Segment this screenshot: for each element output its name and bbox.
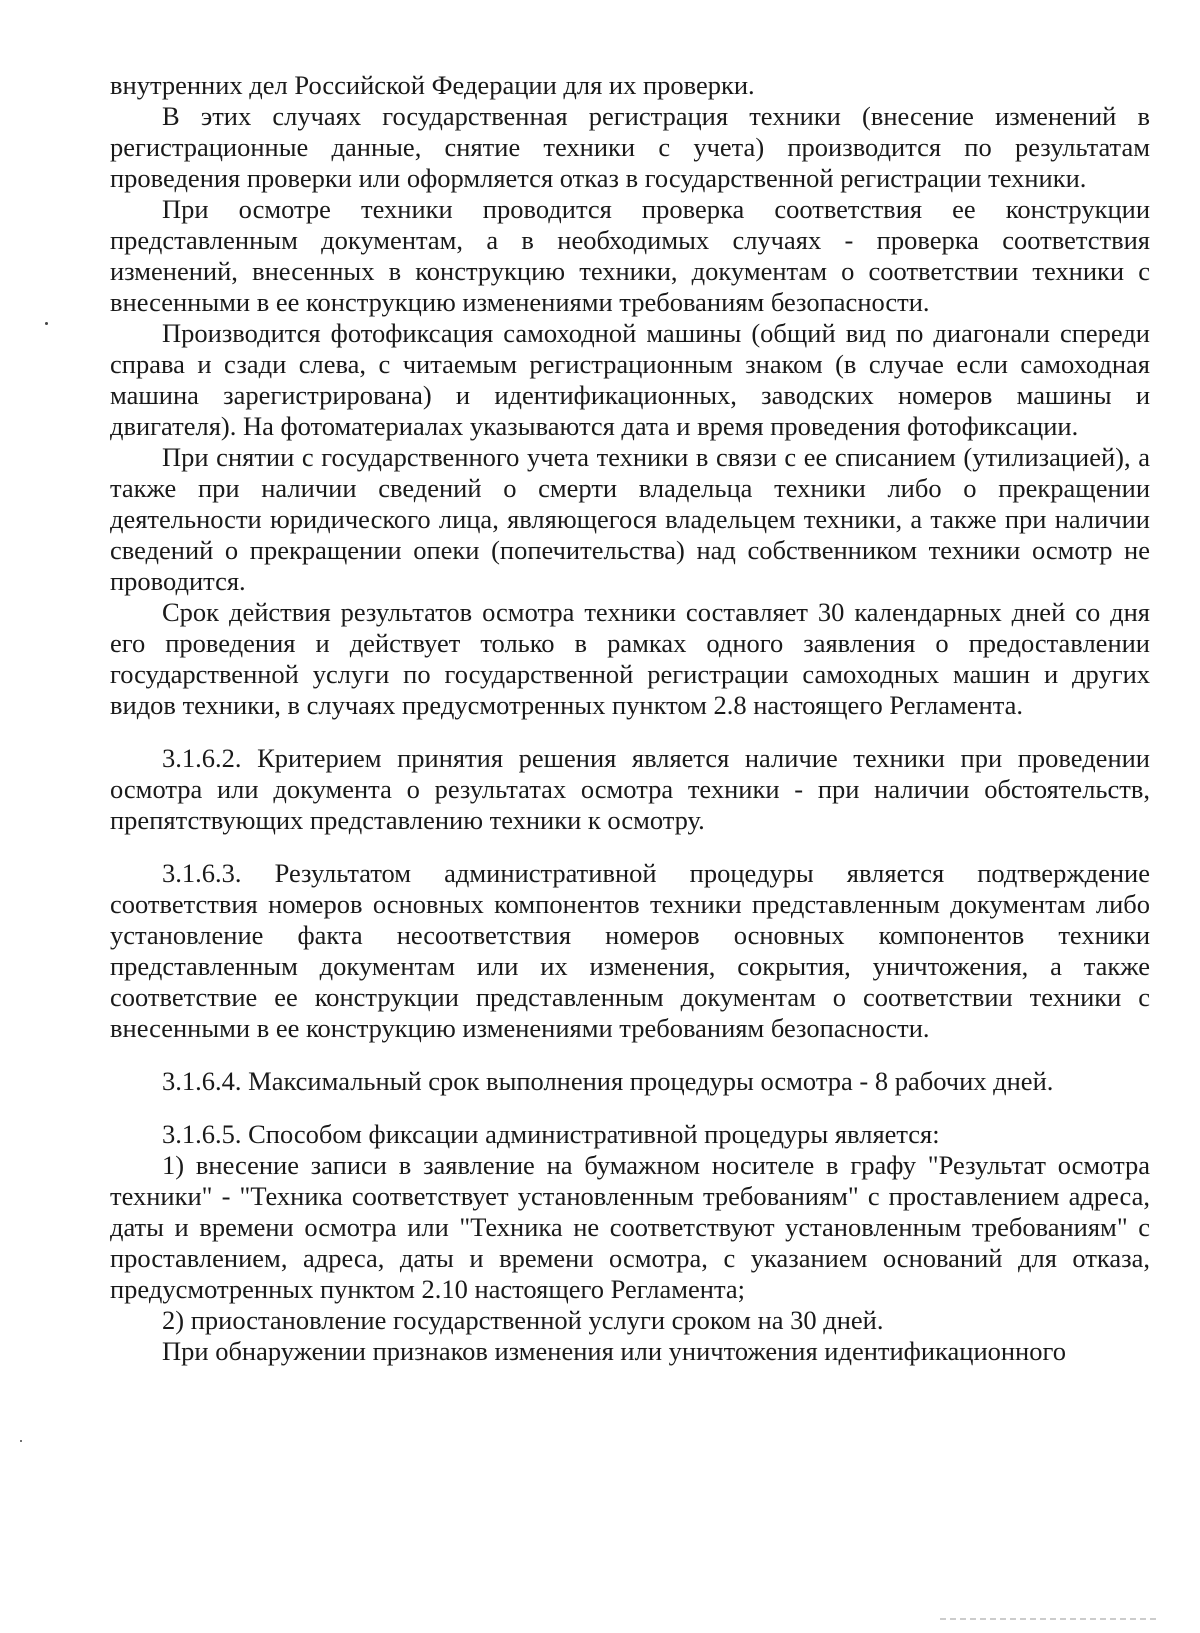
paragraph-identification-signs: При обнаружении признаков изменения или уничтожения идентификационного (162, 1336, 1066, 1366)
paragraph-continuation: внутренних дел Российской Федерации для их проверки. (110, 70, 755, 100)
list-item-1: 1) внесение записи в заявление на бумажном носителе в графу "Результат осмотра техники" - "Техника соответствует установленным требованиям" с проставлением адреса, даты и времени осмотра или "Техника не соответствуют установленным требованиям" с проставлением, адреса, даты и времени осмотра, с указанием оснований для отказа, предусмотренных пунктом 2.10 настоящего Регламента; (110, 1150, 1150, 1304)
paragraph-validity-period: Срок действия результатов осмотра техники составляет 30 календарных дней со дня его проведения и действует только в рамках одного заявления о предоставлении государственной услуги по государственной регистрации самоходных машин и других видов техники, в случаях предусмотренных пунктом 2.8 настоящего Регламента. (110, 597, 1150, 720)
paragraph-deregistration: При снятии с государственного учета техники в связи с ее списанием (утилизацией), а также при наличии сведений о смерти владельца техники либо о прекращении деятельности юридического лица, являющегося владельцем техники, а также при наличии сведений о прекращении опеки (попечительства) над собственником техники осмотр не проводится. (110, 442, 1150, 596)
document-body (110, 70, 1150, 1367)
clause-3-1-6-3: 3.1.6.3. Результатом административной процедуры является подтверждение соответствия номеров основных компонентов техники представленным документам либо установление факта несоответствия номеров основных компонентов техники представленным документам или их изменения, сокрытия, уничтожения, а также соответствие ее конструкции представленным документам о соответствии техники с внесенными в ее конструкцию изменениями требованиям безопасности. (110, 858, 1150, 1043)
list-item-2: 2) приостановление государственной услуги сроком на 30 дней. (162, 1305, 884, 1335)
scan-speck (45, 322, 48, 325)
clause-3-1-6-2: 3.1.6.2. Критерием принятия решения является наличие техники при проведении осмотра или документа о результатах осмотра техники - при наличии обстоятельств, препятствующих представлению техники к осмотру. (110, 743, 1150, 835)
clause-3-1-6-4: 3.1.6.4. Максимальный срок выполнения процедуры осмотра - 8 рабочих дней. (162, 1066, 1054, 1096)
paragraph-inspection: При осмотре техники проводится проверка соответствия ее конструкции представленным документам, а в необходимых случаях - проверка соответствия изменений, внесенных в конструкцию техники, документам о соответствии техники с внесенными в ее конструкцию изменениями требованиям безопасности. (110, 194, 1150, 317)
paragraph-registration-check: В этих случаях государственная регистрация техники (внесение изменений в регистрационные данные, снятие техники с учета) производится по результатам проведения проверки или оформляется отказ в государственной регистрации техники. (110, 101, 1150, 193)
scan-speck (20, 1440, 22, 1442)
clause-3-1-6-5: 3.1.6.5. Способом фиксации административной процедуры является: (162, 1119, 940, 1149)
scan-artifact (940, 1618, 1160, 1620)
paragraph-photo-fixation: Производится фотофиксация самоходной машины (общий вид по диагонали спереди справа и сзади слева, с читаемым регистрационным знаком (в случае если самоходная машина зарегистрирована) и идентификационных, заводских номеров машины и двигателя). На фотоматериалах указываются дата и время проведения фотофиксации. (110, 318, 1150, 441)
